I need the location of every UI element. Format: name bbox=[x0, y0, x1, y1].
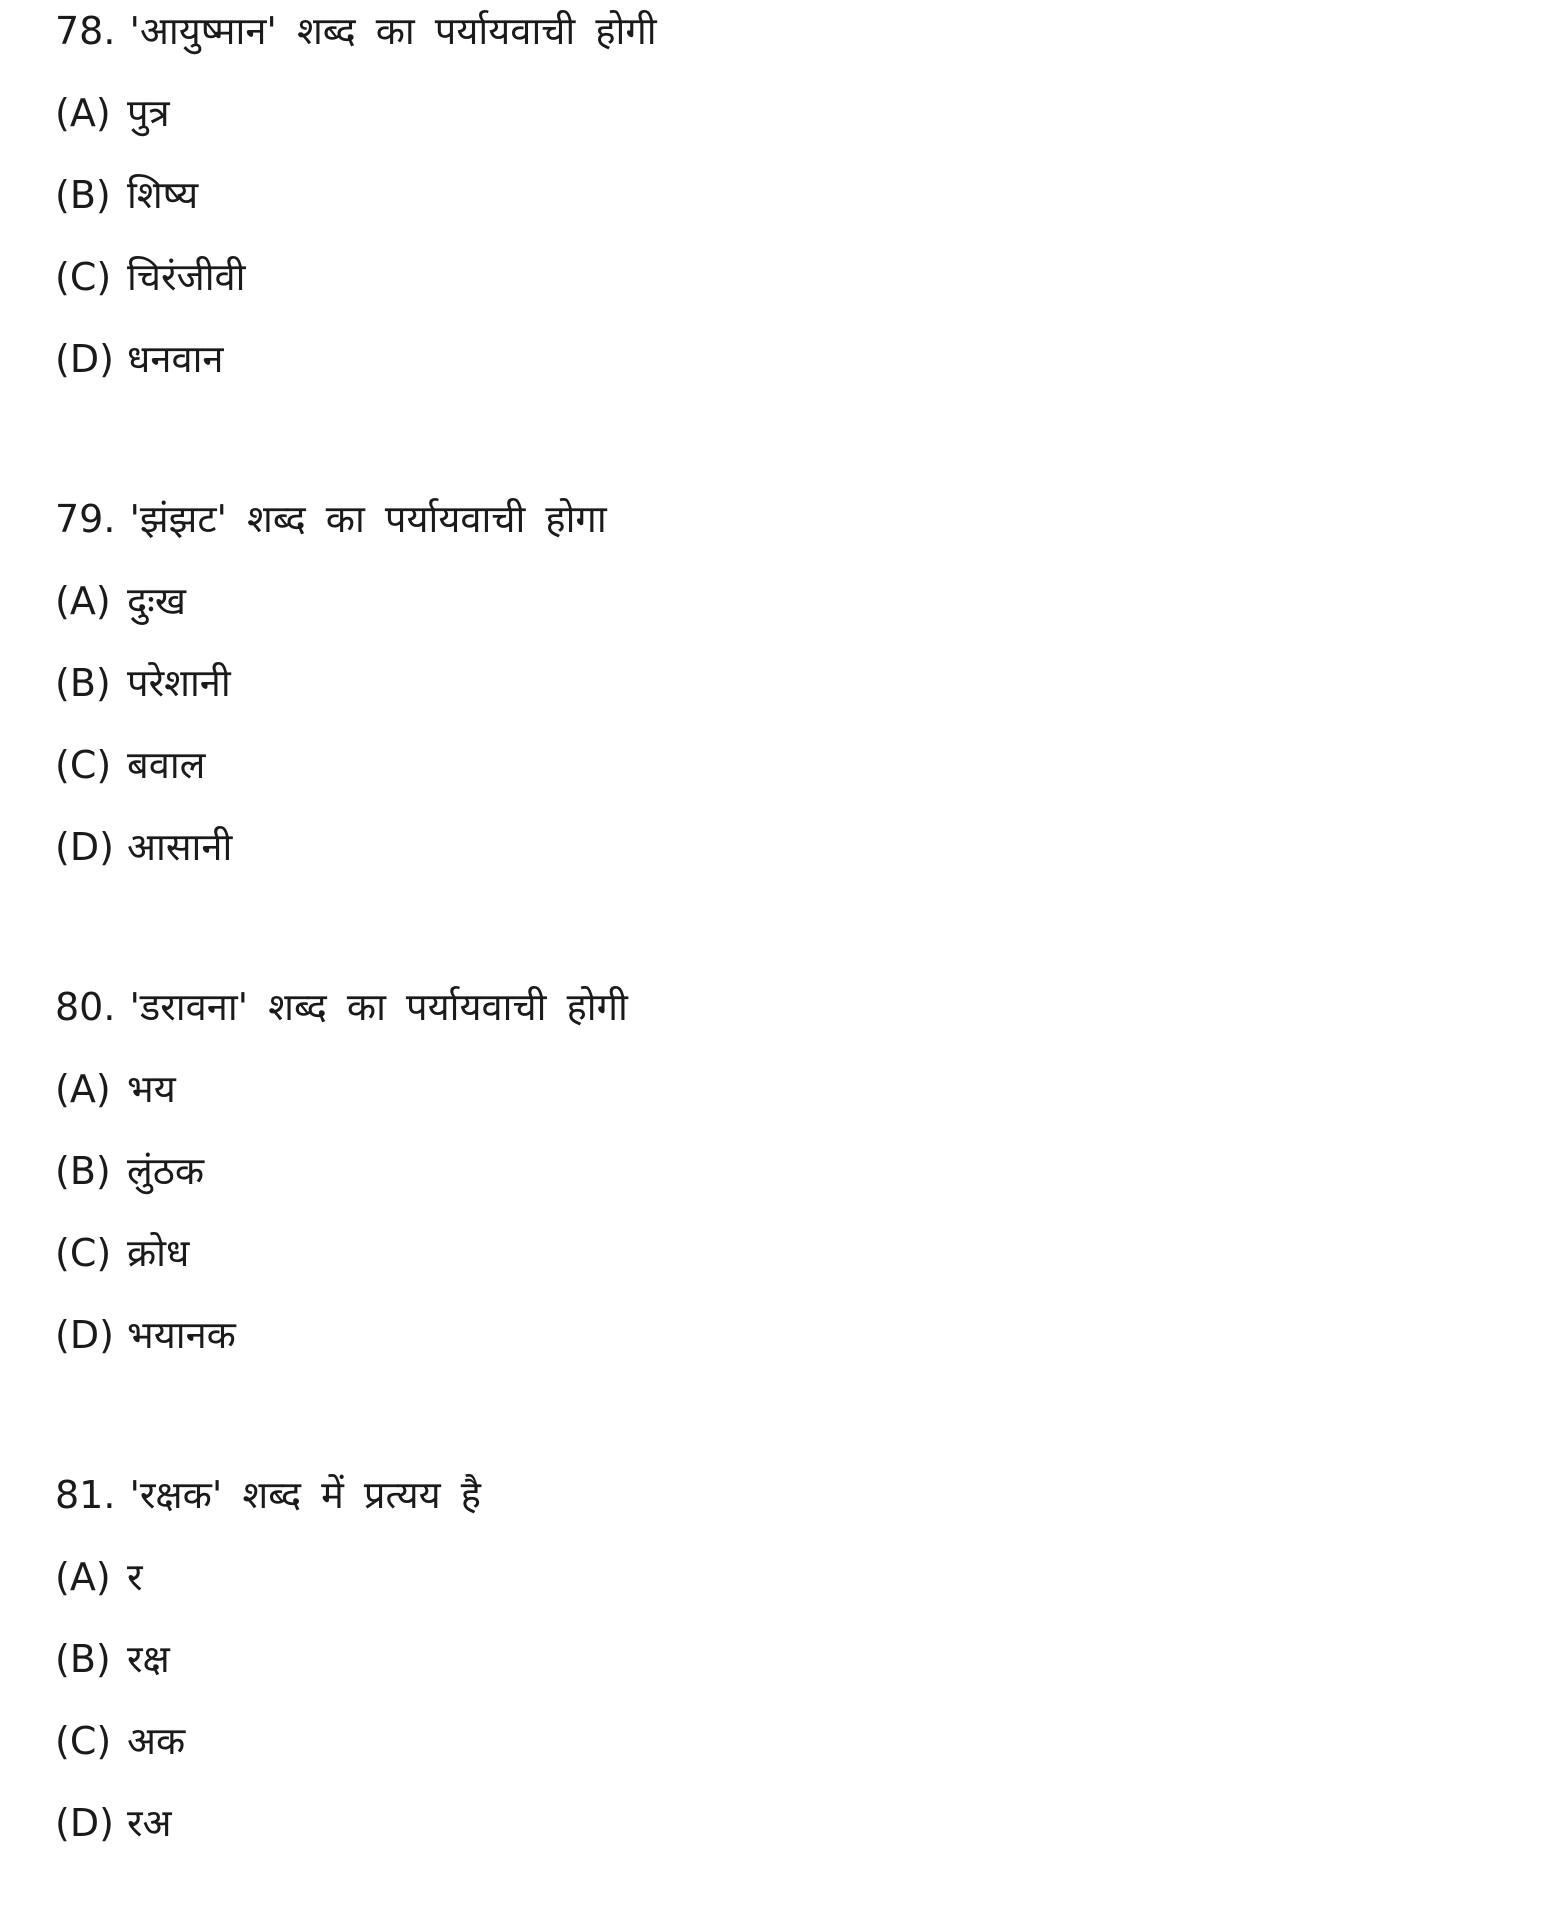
option-letter: (D) bbox=[55, 1313, 114, 1357]
option-text: भय bbox=[127, 1067, 176, 1111]
option-text: धनवान bbox=[127, 337, 224, 381]
option-d bbox=[55, 1304, 1455, 1366]
question-stem bbox=[55, 0, 1455, 62]
option-a bbox=[55, 1058, 1455, 1120]
question-78 bbox=[55, 0, 1455, 410]
option-letter: (D) bbox=[55, 1801, 114, 1845]
option-text: भयानक bbox=[127, 1313, 236, 1357]
option-c bbox=[55, 246, 1455, 308]
option-text: दुःख bbox=[127, 579, 186, 623]
option-letter: (D) bbox=[55, 825, 114, 869]
option-text: आसानी bbox=[127, 825, 233, 869]
question-text: 'डरावना' शब्द का पर्यायवाची होगी bbox=[129, 985, 628, 1029]
question-stem bbox=[55, 1464, 1455, 1526]
option-text: क्रोध bbox=[127, 1231, 190, 1275]
option-text: पुत्र bbox=[127, 91, 170, 135]
option-b bbox=[55, 1140, 1455, 1202]
option-text: र bbox=[127, 1555, 143, 1599]
option-letter: (C) bbox=[55, 743, 112, 787]
option-letter: (C) bbox=[55, 255, 112, 299]
option-letter: (A) bbox=[55, 91, 111, 135]
option-c bbox=[55, 1710, 1455, 1772]
question-81 bbox=[55, 1464, 1455, 1874]
question-79 bbox=[55, 488, 1455, 898]
option-d bbox=[55, 328, 1455, 390]
option-letter: (A) bbox=[55, 1555, 111, 1599]
option-b bbox=[55, 652, 1455, 714]
question-stem bbox=[55, 488, 1455, 550]
question-number: 81. bbox=[55, 1473, 116, 1517]
option-text: अक bbox=[127, 1719, 186, 1763]
option-c bbox=[55, 734, 1455, 796]
option-letter: (A) bbox=[55, 1067, 111, 1111]
option-letter: (C) bbox=[55, 1231, 112, 1275]
option-text: चिरंजीवी bbox=[127, 255, 246, 299]
option-a bbox=[55, 570, 1455, 632]
question-text: 'रक्षक' शब्द में प्रत्यय है bbox=[129, 1473, 481, 1517]
option-text: रअ bbox=[127, 1801, 172, 1845]
option-letter: (B) bbox=[55, 1149, 111, 1193]
question-number: 79. bbox=[55, 497, 116, 541]
question-80 bbox=[55, 976, 1455, 1386]
question-text: 'आयुष्मान' शब्द का पर्यायवाची होगी bbox=[129, 9, 657, 53]
option-text: परेशानी bbox=[127, 661, 231, 705]
option-d bbox=[55, 816, 1455, 878]
question-text: 'झंझट' शब्द का पर्यायवाची होगा bbox=[129, 497, 607, 541]
option-text: लुंठक bbox=[127, 1149, 205, 1193]
option-letter: (B) bbox=[55, 661, 111, 705]
option-c bbox=[55, 1222, 1455, 1284]
option-letter: (B) bbox=[55, 173, 111, 217]
option-letter: (B) bbox=[55, 1637, 111, 1681]
option-text: शिष्य bbox=[127, 173, 199, 217]
option-b bbox=[55, 1628, 1455, 1690]
option-letter: (D) bbox=[55, 337, 114, 381]
option-b bbox=[55, 164, 1455, 226]
option-a bbox=[55, 1546, 1455, 1608]
option-letter: (A) bbox=[55, 579, 111, 623]
option-text: रक्ष bbox=[127, 1637, 170, 1681]
option-d bbox=[55, 1792, 1455, 1854]
question-number: 80. bbox=[55, 985, 116, 1029]
question-stem bbox=[55, 976, 1455, 1038]
option-a bbox=[55, 82, 1455, 144]
option-letter: (C) bbox=[55, 1719, 112, 1763]
option-text: बवाल bbox=[127, 743, 206, 787]
question-number: 78. bbox=[55, 9, 116, 53]
